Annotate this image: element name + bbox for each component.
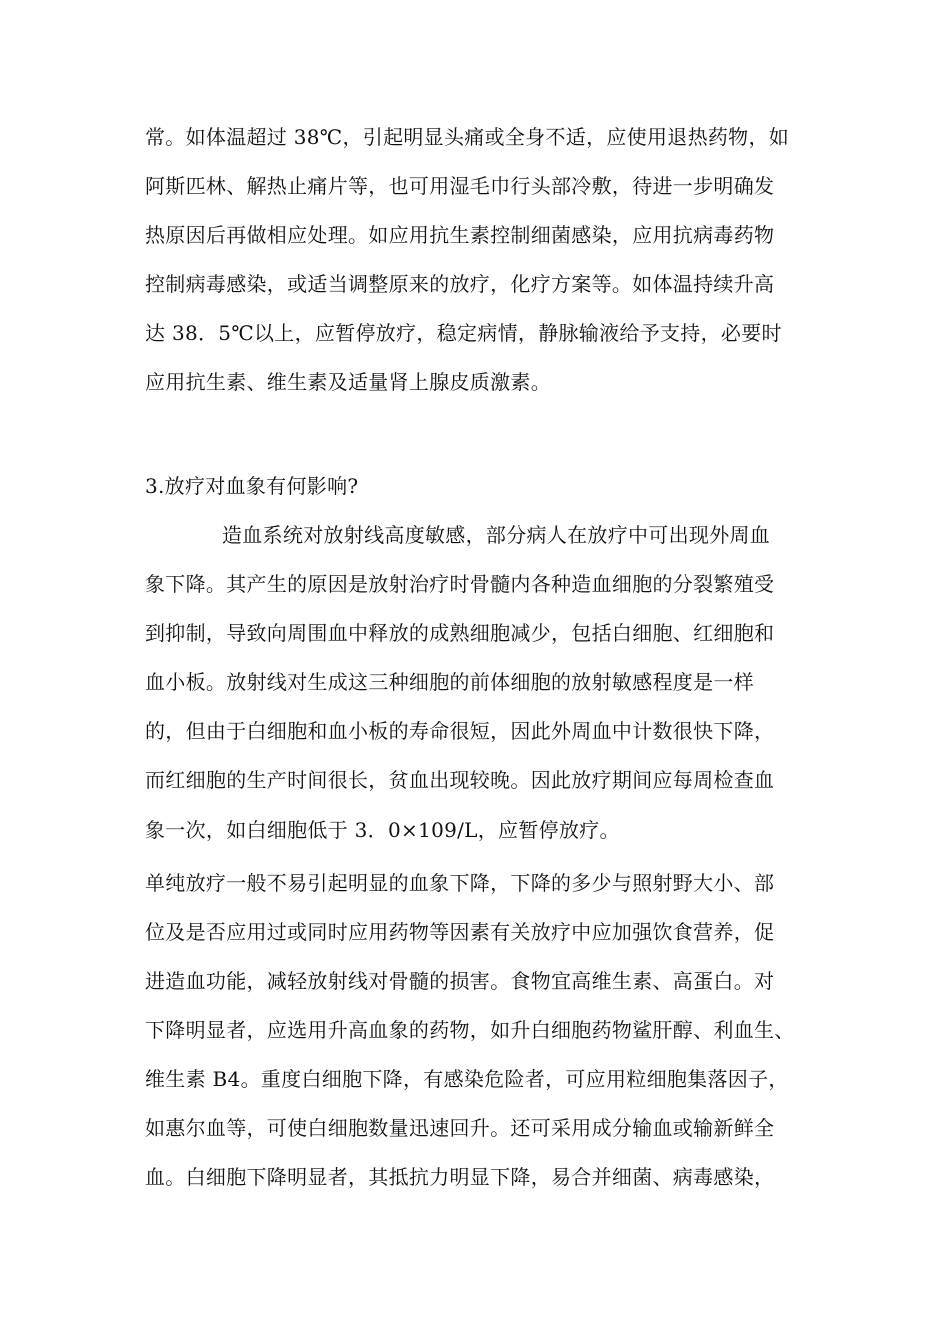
paragraph-2-line-6: 而红细胞的生产时间很长，贫血出现较晚。因此放疗期间应每周检查血	[145, 768, 775, 792]
paragraph-3-line-4: 下降明显者，应选用升高血象的药物，如升白细胞药物鲨肝醇、利血生、	[145, 1018, 795, 1042]
paragraph-3-line-7: 血。白细胞下降明显者，其抵抗力明显下降，易合并细菌、病毒感染，	[145, 1165, 775, 1189]
paragraph-3-line-3: 进造血功能，减轻放射线对骨髓的损害。食物宜高维生素、高蛋白。对	[145, 969, 775, 993]
section-heading: 3.放疗对血象有何影响?	[145, 474, 359, 498]
paragraph-1-line-1: 常。如体温超过 38℃，引起明显头痛或全身不适，应使用退热药物，如	[145, 125, 790, 149]
paragraph-1-line-3: 热原因后再做相应处理。如应用抗生素控制细菌感染，应用抗病毒药物	[145, 223, 775, 247]
paragraph-2-line-5: 的，但由于白细胞和血小板的寿命很短，因此外周血中计数很快下降，	[145, 719, 775, 743]
paragraph-3-line-6: 如惠尔血等，可使白细胞数量迅速回升。还可采用成分输血或输新鲜全	[145, 1116, 775, 1140]
paragraph-2-line-7: 象一次，如白细胞低于 3．0×109/L，应暂停放疗。	[145, 818, 620, 842]
paragraph-1-line-2: 阿斯匹林、解热止痛片等，也可用湿毛巾行头部冷敷，待进一步明确发	[145, 174, 775, 198]
paragraph-2-line-1: 造血系统对放射线高度敏感，部分病人在放疗中可出现外周血	[222, 523, 771, 547]
paragraph-2-line-4: 血小板。放射线对生成这三种细胞的前体细胞的放射敏感程度是一样	[145, 670, 754, 694]
paragraph-3-line-2: 位及是否应用过或同时应用药物等因素有关放疗中应加强饮食营养，促	[145, 920, 775, 944]
paragraph-1-line-5: 达 38．5℃以上，应暂停放疗，稳定病情，静脉输液给予支持，必要时	[145, 321, 782, 345]
paragraph-3-line-5: 维生素 B4。重度白细胞下降，有感染危险者，可应用粒细胞集落因子，	[145, 1067, 789, 1091]
paragraph-1-line-4: 控制病毒感染，或适当调整原来的放疗，化疗方案等。如体温持续升高	[145, 272, 775, 296]
paragraph-1-line-6: 应用抗生素、维生素及适量肾上腺皮质激素。	[145, 370, 551, 394]
paragraph-3-line-1: 单纯放疗一般不易引起明显的血象下降，下降的多少与照射野大小、部	[145, 871, 775, 895]
paragraph-2-line-2: 象下降。其产生的原因是放射治疗时骨髓内各种造血细胞的分裂繁殖受	[145, 572, 775, 596]
paragraph-2-line-3: 到抑制，导致向周围血中释放的成熟细胞减少，包括白细胞、红细胞和	[145, 621, 775, 645]
